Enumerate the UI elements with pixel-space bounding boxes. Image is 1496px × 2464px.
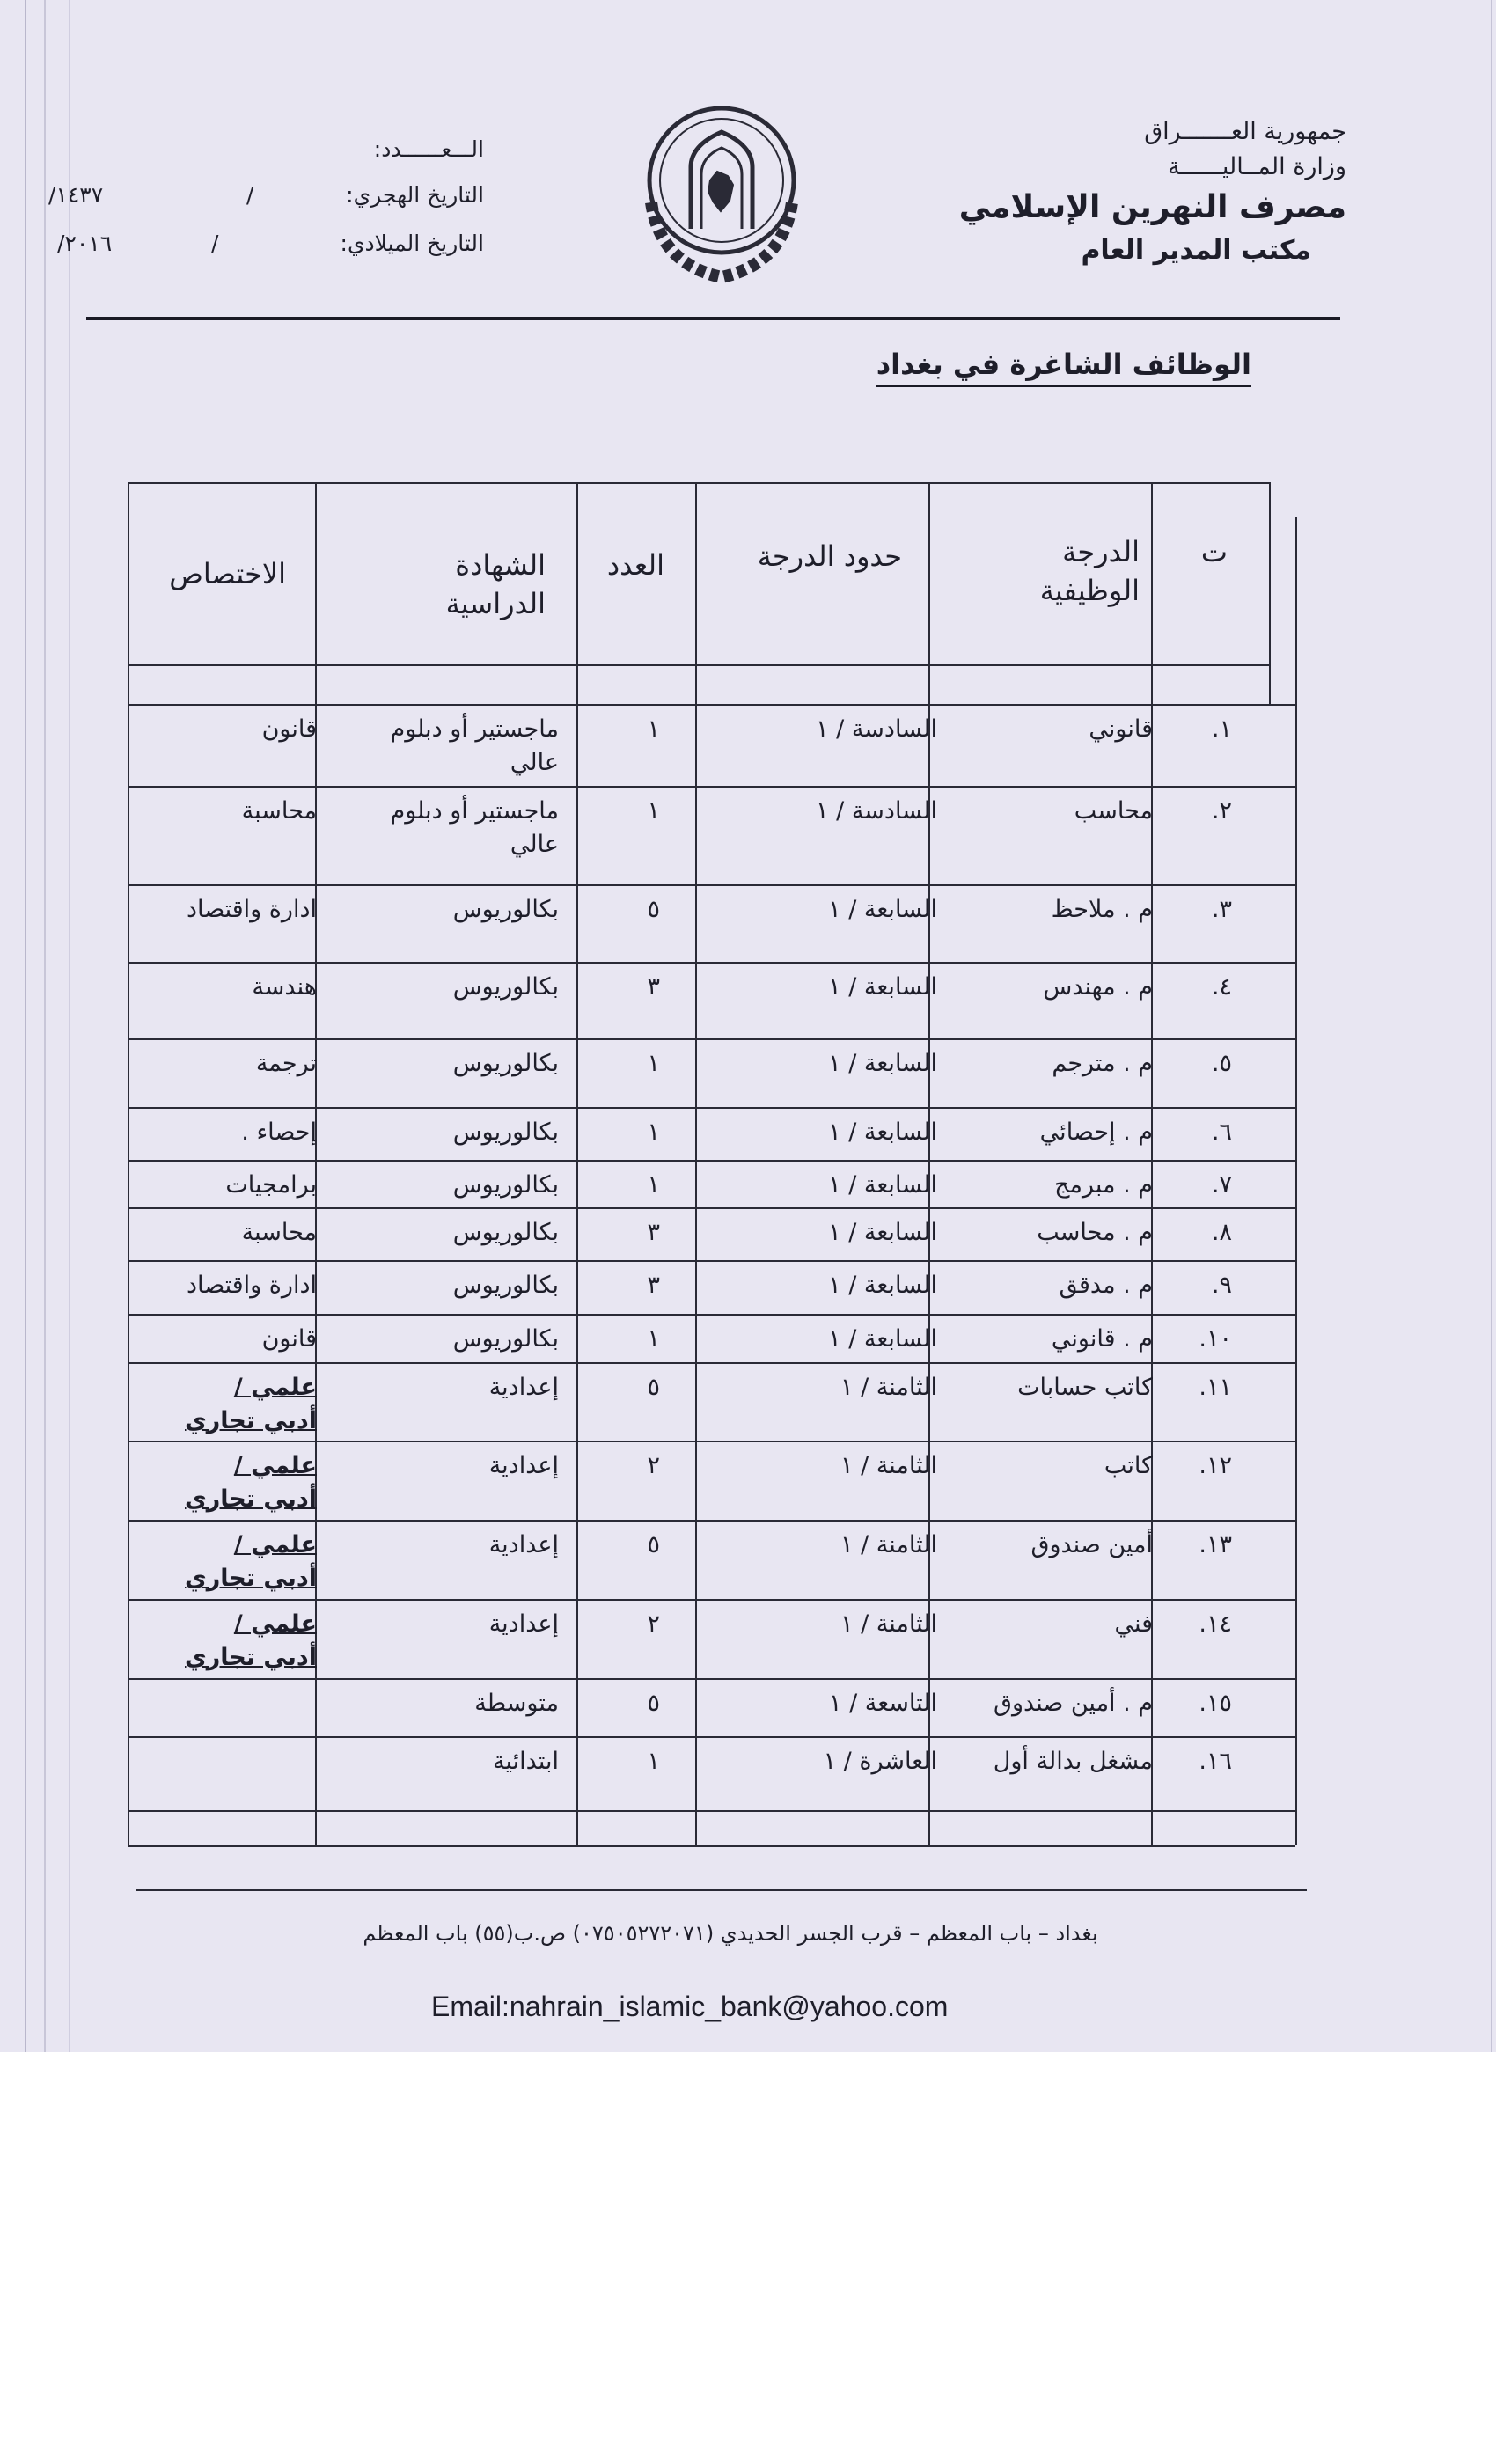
- hijri-year: ١٤٣٧/: [48, 182, 104, 208]
- row-grade: م . ملاحظ: [1051, 896, 1153, 923]
- row-count: ٥: [647, 896, 660, 923]
- row-seq: ٨.: [1211, 1219, 1232, 1246]
- row-count: ٥: [647, 1690, 660, 1717]
- row-certificate: بكالوريوس: [452, 1272, 559, 1299]
- row-grade-range: التاسعة / ١: [828, 1690, 937, 1717]
- date-separator: /: [211, 231, 219, 256]
- row-count: ٣: [647, 973, 660, 1001]
- document-title: الوظائف الشاغرة في بغداد: [876, 348, 1251, 387]
- header-divider: [86, 317, 1340, 320]
- table-grid-line: [128, 962, 1295, 964]
- row-grade-range: السابعة / ١: [828, 1272, 937, 1299]
- row-specialization: ادارة واقتصاد: [186, 1272, 317, 1299]
- row-count: ١: [647, 715, 660, 743]
- table-grid-line: [128, 1520, 1295, 1522]
- table-grid-line: [128, 1207, 1295, 1209]
- row-count: ١: [647, 1325, 660, 1353]
- row-specialization: علمي / أدبي تجاري: [185, 1610, 317, 1671]
- row-certificate: إعدادية: [488, 1531, 559, 1558]
- row-grade-range: السادسة / ١: [816, 797, 937, 825]
- row-specialization: برامجيات: [225, 1171, 317, 1199]
- row-count: ١: [647, 797, 660, 825]
- row-seq: ١٥.: [1199, 1690, 1232, 1717]
- header-count: العدد: [606, 548, 664, 582]
- row-specialization: ترجمة: [255, 1050, 317, 1077]
- row-grade: كاتب: [1104, 1452, 1153, 1479]
- table-grid-line: [128, 1160, 1295, 1162]
- row-specialization: إحصاء .: [241, 1118, 317, 1146]
- row-grade: م . مترجم: [1052, 1050, 1153, 1077]
- row-seq: ١.: [1211, 715, 1232, 743]
- row-grade: مشغل بدالة أول: [993, 1748, 1153, 1775]
- row-grade: م . إحصائي: [1039, 1118, 1153, 1146]
- row-grade-range: السابعة / ١: [828, 1325, 937, 1353]
- gregorian-year: ٢٠١٦/: [57, 231, 113, 256]
- row-seq: ٩.: [1211, 1272, 1232, 1299]
- row-seq: ٤.: [1211, 973, 1232, 1001]
- footer-email: Email:nahrain_islamic_bank@yahoo.com: [431, 1991, 949, 2022]
- table-grid-line: [128, 704, 1295, 706]
- row-grade: م . أمين صندوق: [994, 1690, 1153, 1717]
- gregorian-date-label: التاريخ الميلادي:: [340, 231, 484, 256]
- row-seq: ١٣.: [1199, 1531, 1232, 1558]
- row-certificate: ماجستير أو دبلوم عالي: [390, 715, 559, 776]
- row-seq: ٢.: [1211, 797, 1232, 825]
- row-seq: ١٤.: [1199, 1610, 1232, 1638]
- row-count: ٥: [647, 1531, 660, 1558]
- row-grade-range: السادسة / ١: [816, 715, 937, 743]
- ministry-name: وزارة المــاليــــــة: [1167, 153, 1346, 180]
- row-specialization: علمي / أدبي تجاري: [185, 1374, 317, 1434]
- row-count: ١: [647, 1118, 660, 1146]
- number-label: الـــعــــــدد:: [373, 136, 484, 162]
- header-specialization: الاختصاص: [169, 557, 286, 590]
- table-grid-line: [128, 1314, 1295, 1316]
- row-certificate: إعدادية: [488, 1610, 559, 1638]
- row-certificate: متوسطة: [474, 1690, 559, 1717]
- row-seq: ٧.: [1211, 1171, 1232, 1199]
- row-grade: قانوني: [1089, 715, 1153, 743]
- row-grade-range: الثامنة / ١: [840, 1374, 937, 1401]
- row-grade: محاسب: [1074, 797, 1153, 825]
- table-grid-line: [128, 1599, 1295, 1601]
- table-grid-line: [128, 482, 129, 1845]
- row-grade: م . مبرمج: [1054, 1171, 1153, 1199]
- bank-name: مصرف النهرين الإسلامي: [958, 189, 1346, 225]
- table-grid-line: [128, 482, 1269, 484]
- paper-edge-line: [44, 0, 46, 2052]
- table-grid-line: [128, 1441, 1295, 1442]
- row-seq: ٦.: [1211, 1118, 1232, 1146]
- row-certificate: إعدادية: [488, 1452, 559, 1479]
- row-certificate: بكالوريوس: [452, 1118, 559, 1146]
- header-grade: الدرجة الوظيفية: [1039, 535, 1140, 607]
- table-grid-line: [128, 1038, 1295, 1040]
- bank-emblem-icon: [629, 97, 814, 308]
- row-seq: ١٠.: [1199, 1325, 1232, 1353]
- footer-address: بغداد – باب المعظم – قرب الجسر الحديدي (٠٧٥٠٥٢٧٢٠٧١) ص.ب(٥٥) باب المعظم: [363, 1921, 1098, 1946]
- row-grade: فني: [1114, 1610, 1153, 1638]
- header-grade-range: حدود الدرجة: [757, 539, 902, 573]
- letterhead-date-block: [44, 136, 484, 268]
- row-grade-range: السابعة / ١: [828, 1050, 937, 1077]
- row-grade: م . محاسب: [1037, 1219, 1153, 1246]
- table-grid-line: [128, 1678, 1295, 1680]
- row-seq: ١١.: [1199, 1374, 1232, 1401]
- row-specialization: علمي / أدبي تجاري: [185, 1452, 317, 1513]
- table-grid-line: [695, 482, 697, 1845]
- table-grid-line: [128, 1810, 1295, 1812]
- office-name: مكتب المدير العام: [1081, 235, 1311, 266]
- row-seq: ٣.: [1211, 896, 1232, 923]
- table-grid-line: [128, 664, 1269, 666]
- row-specialization: ادارة واقتصاد: [186, 896, 317, 923]
- row-grade: كاتب حسابات: [1017, 1374, 1153, 1401]
- row-count: ٢: [647, 1610, 660, 1638]
- row-specialization: محاسبة: [241, 797, 317, 825]
- row-certificate: بكالوريوس: [452, 1219, 559, 1246]
- row-specialization: قانون: [261, 1325, 317, 1353]
- row-count: ١: [647, 1171, 660, 1199]
- row-grade: م . قانوني: [1051, 1325, 1153, 1353]
- row-seq: ١٢.: [1199, 1452, 1232, 1479]
- footer-divider: [136, 1889, 1307, 1891]
- table-grid-line: [128, 1260, 1295, 1262]
- row-grade: أمين صندوق: [1030, 1531, 1153, 1558]
- row-certificate: ماجستير أو دبلوم عالي: [390, 797, 559, 858]
- paper-edge-line: [1491, 0, 1492, 2052]
- table-grid-line: [128, 1362, 1295, 1364]
- row-count: ٢: [647, 1452, 660, 1479]
- letterhead-org-block: [958, 114, 1346, 271]
- row-certificate: بكالوريوس: [452, 1171, 559, 1199]
- row-grade: م . مدقق: [1059, 1272, 1153, 1299]
- row-specialization: علمي / أدبي تجاري: [185, 1531, 317, 1592]
- header-certificate: الشهادة الدراسية: [445, 548, 546, 620]
- row-grade: م . مهندس: [1043, 973, 1153, 1001]
- table-grid-line: [128, 786, 1295, 788]
- row-count: ٣: [647, 1272, 660, 1299]
- row-certificate: بكالوريوس: [452, 1325, 559, 1353]
- table-grid-line: [1295, 517, 1297, 1845]
- row-certificate: بكالوريوس: [452, 896, 559, 923]
- row-grade-range: السابعة / ١: [828, 973, 937, 1001]
- row-seq: ٥.: [1211, 1050, 1232, 1077]
- row-count: ٣: [647, 1219, 660, 1246]
- table-grid-line: [128, 1736, 1295, 1738]
- table-grid-line: [1269, 482, 1271, 704]
- row-grade-range: الثامنة / ١: [840, 1452, 937, 1479]
- row-grade-range: الثامنة / ١: [840, 1610, 937, 1638]
- row-certificate: إعدادية: [488, 1374, 559, 1401]
- table-grid-line: [576, 482, 578, 1845]
- row-count: ١: [647, 1050, 660, 1077]
- row-specialization: قانون: [261, 715, 317, 743]
- paper-edge-line: [25, 0, 26, 2052]
- header-seq: ت: [1200, 535, 1228, 568]
- row-grade-range: السابعة / ١: [828, 1219, 937, 1246]
- row-specialization: محاسبة: [241, 1219, 317, 1246]
- hijri-date-label: التاريخ الهجري:: [346, 182, 484, 208]
- row-count: ١: [647, 1748, 660, 1775]
- date-separator: /: [246, 182, 254, 208]
- paper-edge-line: [69, 0, 70, 2052]
- row-certificate: ابتدائية: [493, 1748, 559, 1775]
- row-grade-range: العاشرة / ١: [823, 1748, 937, 1775]
- table-grid-line: [128, 1845, 1295, 1847]
- row-grade-range: السابعة / ١: [828, 1118, 937, 1146]
- row-seq: ١٦.: [1199, 1748, 1232, 1775]
- table-grid-line: [128, 1107, 1295, 1109]
- country-name: جمهورية العـــــــراق: [1144, 118, 1346, 145]
- row-certificate: بكالوريوس: [452, 973, 559, 1001]
- row-grade-range: السابعة / ١: [828, 896, 937, 923]
- row-count: ٥: [647, 1374, 660, 1401]
- row-grade-range: السابعة / ١: [828, 1171, 937, 1199]
- row-certificate: بكالوريوس: [452, 1050, 559, 1077]
- row-specialization: هندسة: [252, 973, 317, 1001]
- table-grid-line: [128, 884, 1295, 886]
- row-grade-range: الثامنة / ١: [840, 1531, 937, 1558]
